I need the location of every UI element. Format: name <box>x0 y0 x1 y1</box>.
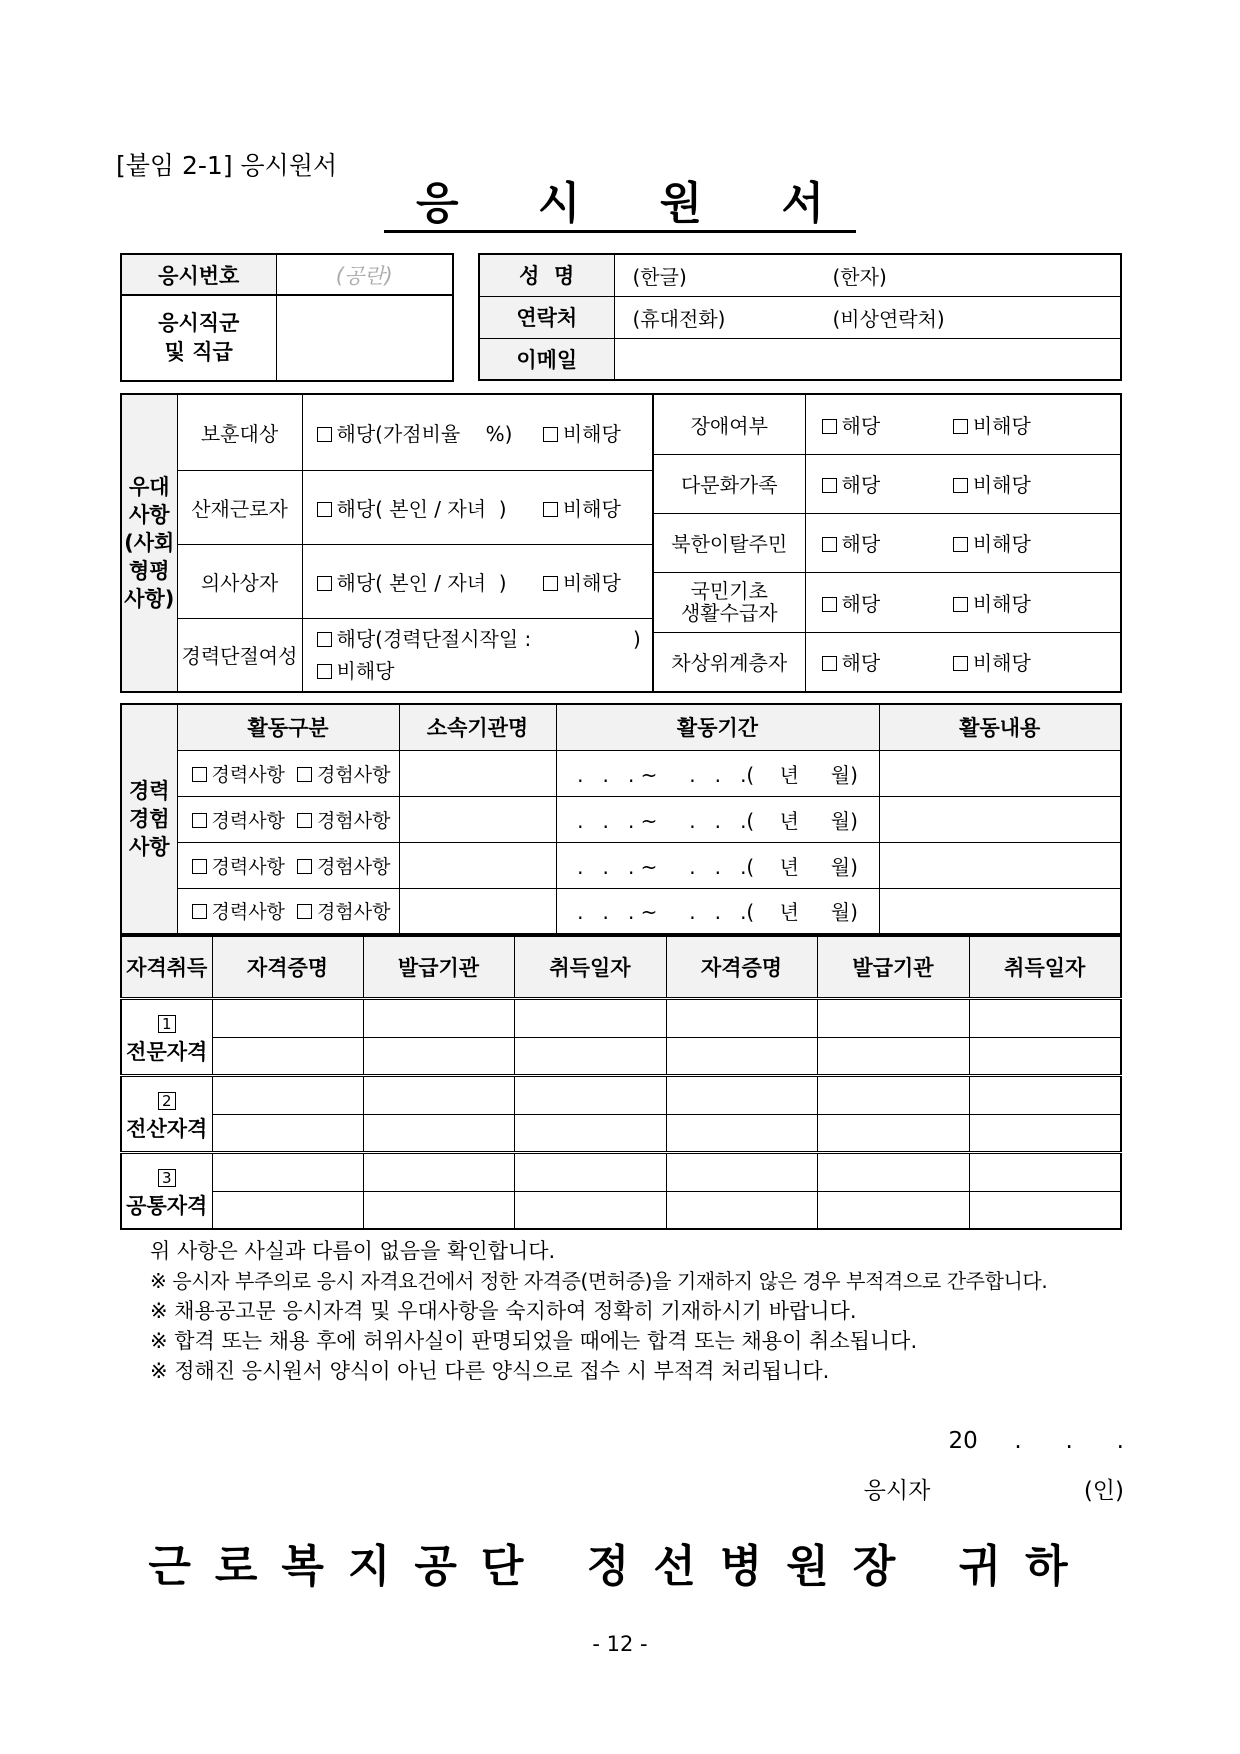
preferential-table-left <box>120 393 654 693</box>
license-cell[interactable] <box>363 1075 514 1114</box>
license-cell[interactable] <box>363 1114 514 1152</box>
license-cell[interactable] <box>212 1075 363 1114</box>
pref-label-veteran: 보훈대상 <box>177 394 302 470</box>
checkbox-icon[interactable] <box>192 904 207 919</box>
table-row <box>121 750 1121 796</box>
job-category-field[interactable] <box>276 295 453 381</box>
career-type-cell: 경력사항 경험사항 <box>177 750 399 796</box>
license-cell[interactable] <box>817 1037 969 1075</box>
license-cell[interactable] <box>666 998 817 1037</box>
email-label: 이메일 <box>479 338 614 380</box>
table-row <box>121 1037 1121 1075</box>
checkbox-icon[interactable] <box>192 859 207 874</box>
note-item: ※ 정해진 응시원서 양식이 아닌 다른 양식으로 접수 시 부적격 처리됩니다. <box>150 1359 830 1383</box>
checkbox-icon[interactable] <box>543 502 558 517</box>
license-cell[interactable] <box>666 1191 817 1229</box>
checkbox-icon[interactable] <box>297 904 312 919</box>
license-cell[interactable] <box>363 1152 514 1191</box>
number-box-icon: 2 <box>158 1092 176 1110</box>
license-cell[interactable] <box>666 1075 817 1114</box>
table-row <box>121 998 1121 1037</box>
checkbox-icon[interactable] <box>297 813 312 828</box>
license-group-professional: 1 전문자격 <box>121 998 212 1075</box>
career-org-field[interactable] <box>399 796 556 842</box>
checkbox-icon[interactable] <box>953 478 968 493</box>
career-period-field[interactable]: . . . ~ . . .( 년 월) <box>556 888 879 934</box>
name-field[interactable] <box>614 254 1121 296</box>
license-header-date-2: 취득일자 <box>969 936 1121 998</box>
number-box-icon: 3 <box>158 1169 176 1187</box>
license-cell[interactable] <box>514 998 666 1037</box>
checkbox-icon[interactable] <box>192 767 207 782</box>
license-header-name-2: 자격증명 <box>666 936 817 998</box>
career-type-cell: 경력사항 경험사항 <box>177 888 399 934</box>
pref-options-career-break: 해당(경력단절시작일 : ) 비해당 <box>302 618 653 692</box>
license-header-issuer: 발급기관 <box>363 936 514 998</box>
table-row <box>121 1114 1121 1152</box>
license-cell[interactable] <box>363 1037 514 1075</box>
checkbox-icon[interactable] <box>317 576 332 591</box>
license-cell[interactable] <box>363 998 514 1037</box>
name-korean: (한글) <box>632 264 687 289</box>
preferential-section-label: 우대 사항 (사회 형평 사항) <box>121 394 177 692</box>
career-period-field[interactable]: . . . ~ . . .( 년 월) <box>556 750 879 796</box>
table-row <box>121 796 1121 842</box>
license-group-computer: 2 전산자격 <box>121 1075 212 1152</box>
career-org-field[interactable] <box>399 750 556 796</box>
document-title <box>0 178 1240 233</box>
license-cell[interactable] <box>969 998 1121 1037</box>
email-field[interactable] <box>614 338 1121 380</box>
checkbox-icon[interactable] <box>317 632 332 647</box>
checkbox-icon[interactable] <box>953 419 968 434</box>
career-header-type: 활동구분 <box>177 704 399 750</box>
pref-label-near-poverty: 차상위계층자 <box>653 632 805 692</box>
career-org-field[interactable] <box>399 842 556 888</box>
license-header-acquired: 자격취득 <box>121 936 212 998</box>
career-org-field[interactable] <box>399 888 556 934</box>
license-cell[interactable] <box>666 1114 817 1152</box>
table-row <box>121 1075 1121 1114</box>
license-cell[interactable] <box>666 1037 817 1075</box>
license-table <box>120 935 1122 1230</box>
license-cell[interactable] <box>514 1075 666 1114</box>
checkbox-icon[interactable] <box>543 576 558 591</box>
contact-label: 연락처 <box>479 296 614 338</box>
confirmation-statement: 위 사항은 사실과 다름이 없음을 확인합니다. <box>150 1239 556 1263</box>
date-line[interactable]: 20 . . . <box>948 1428 1124 1454</box>
name-label: 성 명 <box>479 254 614 296</box>
license-cell[interactable] <box>817 1191 969 1229</box>
pref-label-basic-livelihood: 국민기초 생활수급자 <box>653 572 805 632</box>
exam-number-label: 응시번호 <box>121 254 276 295</box>
license-cell[interactable] <box>212 1037 363 1075</box>
career-section-label: 경력 경험 사항 <box>121 704 177 934</box>
career-period-field[interactable]: . . . ~ . . .( 년 월) <box>556 796 879 842</box>
applicant-signature-line[interactable]: 응시자 (인) <box>863 1478 1124 1504</box>
note-item: ※ 합격 또는 채용 후에 허위사실이 판명되었을 때에는 합격 또는 채용이 취소됩니다. <box>150 1329 918 1353</box>
pref-options-industrial: 해당( 본인 / 자녀 ) 비해당 <box>302 470 653 544</box>
checkbox-icon[interactable] <box>822 419 837 434</box>
checkbox-icon[interactable] <box>297 767 312 782</box>
pref-options-defector: 해당 비해당 <box>805 513 1121 572</box>
pref-options-multicultural: 해당 비해당 <box>805 454 1121 513</box>
license-cell[interactable] <box>514 1191 666 1229</box>
career-content-field[interactable] <box>879 796 1121 842</box>
career-content-field[interactable] <box>879 888 1121 934</box>
name-hanja: (한자) <box>832 264 887 289</box>
pref-label-defector: 북한이탈주민 <box>653 513 805 572</box>
exam-number-field[interactable]: (공란) <box>276 254 453 295</box>
license-cell[interactable] <box>969 1191 1121 1229</box>
pref-options-basic-livelihood: 해당 비해당 <box>805 572 1121 632</box>
checkbox-icon[interactable] <box>822 656 837 671</box>
license-header-issuer-2: 발급기관 <box>817 936 969 998</box>
applicant-info-table <box>478 253 1122 381</box>
license-cell[interactable] <box>969 1075 1121 1114</box>
license-cell[interactable] <box>212 1152 363 1191</box>
license-cell[interactable] <box>666 1152 817 1191</box>
emergency-contact: (비상연락처) <box>832 306 945 331</box>
license-cell[interactable] <box>363 1191 514 1229</box>
license-group-common: 3 공통자격 <box>121 1152 212 1229</box>
career-period-field[interactable]: . . . ~ . . .( 년 월) <box>556 842 879 888</box>
license-cell[interactable] <box>514 1152 666 1191</box>
career-table <box>120 703 1122 935</box>
checkbox-icon[interactable] <box>953 656 968 671</box>
career-type-cell: 경력사항 경험사항 <box>177 796 399 842</box>
pref-options-casualty: 해당( 본인 / 자녀 ) 비해당 <box>302 544 653 618</box>
checkbox-icon[interactable] <box>953 537 968 552</box>
license-cell[interactable] <box>817 1114 969 1152</box>
table-row <box>121 1152 1121 1191</box>
note-item: ※ 채용공고문 응시자격 및 우대사항을 숙지하여 정확히 기재하시기 바랍니다. <box>150 1299 857 1323</box>
pref-options-veteran: 해당(가점비율 %) 비해당 <box>302 394 653 470</box>
checkbox-icon[interactable] <box>953 597 968 612</box>
license-cell[interactable] <box>514 1114 666 1152</box>
pref-label-industrial: 산재근로자 <box>177 470 302 544</box>
license-cell[interactable] <box>817 1152 969 1191</box>
page-number: - 12 - <box>592 1632 648 1656</box>
license-cell[interactable] <box>212 1191 363 1229</box>
license-cell[interactable] <box>969 1152 1121 1191</box>
pref-options-disability: 해당 비해당 <box>805 394 1121 454</box>
license-cell[interactable] <box>817 998 969 1037</box>
title-text: 응 시 원 서 <box>384 178 856 233</box>
table-row <box>121 888 1121 934</box>
career-content-field[interactable] <box>879 842 1121 888</box>
notes-block <box>150 1236 1047 1386</box>
license-cell[interactable] <box>212 998 363 1037</box>
checkbox-icon[interactable] <box>543 427 558 442</box>
license-cell[interactable] <box>969 1114 1121 1152</box>
checkbox-icon[interactable] <box>822 597 837 612</box>
checkbox-icon[interactable] <box>317 664 332 679</box>
pref-options-near-poverty: 해당 비해당 <box>805 632 1121 692</box>
attachment-label: [붙임 2-1] 응시원서 <box>116 151 338 180</box>
pref-label-casualty: 의사상자 <box>177 544 302 618</box>
checkbox-icon[interactable] <box>822 478 837 493</box>
job-category-label: 응시직군 및 직급 <box>121 295 276 381</box>
career-header-period: 활동기간 <box>556 704 879 750</box>
recipient-line: 근로복지공단 정선병원장 귀하 <box>148 1541 1092 1592</box>
pref-label-career-break: 경력단절여성 <box>177 618 302 692</box>
checkbox-icon[interactable] <box>317 502 332 517</box>
mobile-phone: (휴대전화) <box>632 306 726 331</box>
license-header-name: 자격증명 <box>212 936 363 998</box>
number-box-icon: 1 <box>158 1015 176 1033</box>
license-cell[interactable] <box>212 1114 363 1152</box>
contact-field[interactable] <box>614 296 1121 338</box>
checkbox-icon[interactable] <box>822 537 837 552</box>
pref-label-disability: 장애여부 <box>653 394 805 454</box>
table-row <box>121 842 1121 888</box>
license-cell[interactable] <box>969 1037 1121 1075</box>
table-row <box>121 1191 1121 1229</box>
career-header-org: 소속기관명 <box>399 704 556 750</box>
checkbox-icon[interactable] <box>317 427 332 442</box>
checkbox-icon[interactable] <box>192 813 207 828</box>
career-content-field[interactable] <box>879 750 1121 796</box>
career-header-content: 활동내용 <box>879 704 1121 750</box>
note-item: ※ 응시자 부주의로 응시 자격요건에서 정한 자격증(면허증)을 기재하지 않은 경우 부적격으로 간주합니다. <box>150 1269 1048 1293</box>
license-cell[interactable] <box>817 1075 969 1114</box>
pref-label-multicultural: 다문화가족 <box>653 454 805 513</box>
preferential-table-right <box>652 393 1122 693</box>
exam-info-table <box>120 253 454 382</box>
license-cell[interactable] <box>514 1037 666 1075</box>
career-type-cell: 경력사항 경험사항 <box>177 842 399 888</box>
license-header-date: 취득일자 <box>514 936 666 998</box>
checkbox-icon[interactable] <box>297 859 312 874</box>
